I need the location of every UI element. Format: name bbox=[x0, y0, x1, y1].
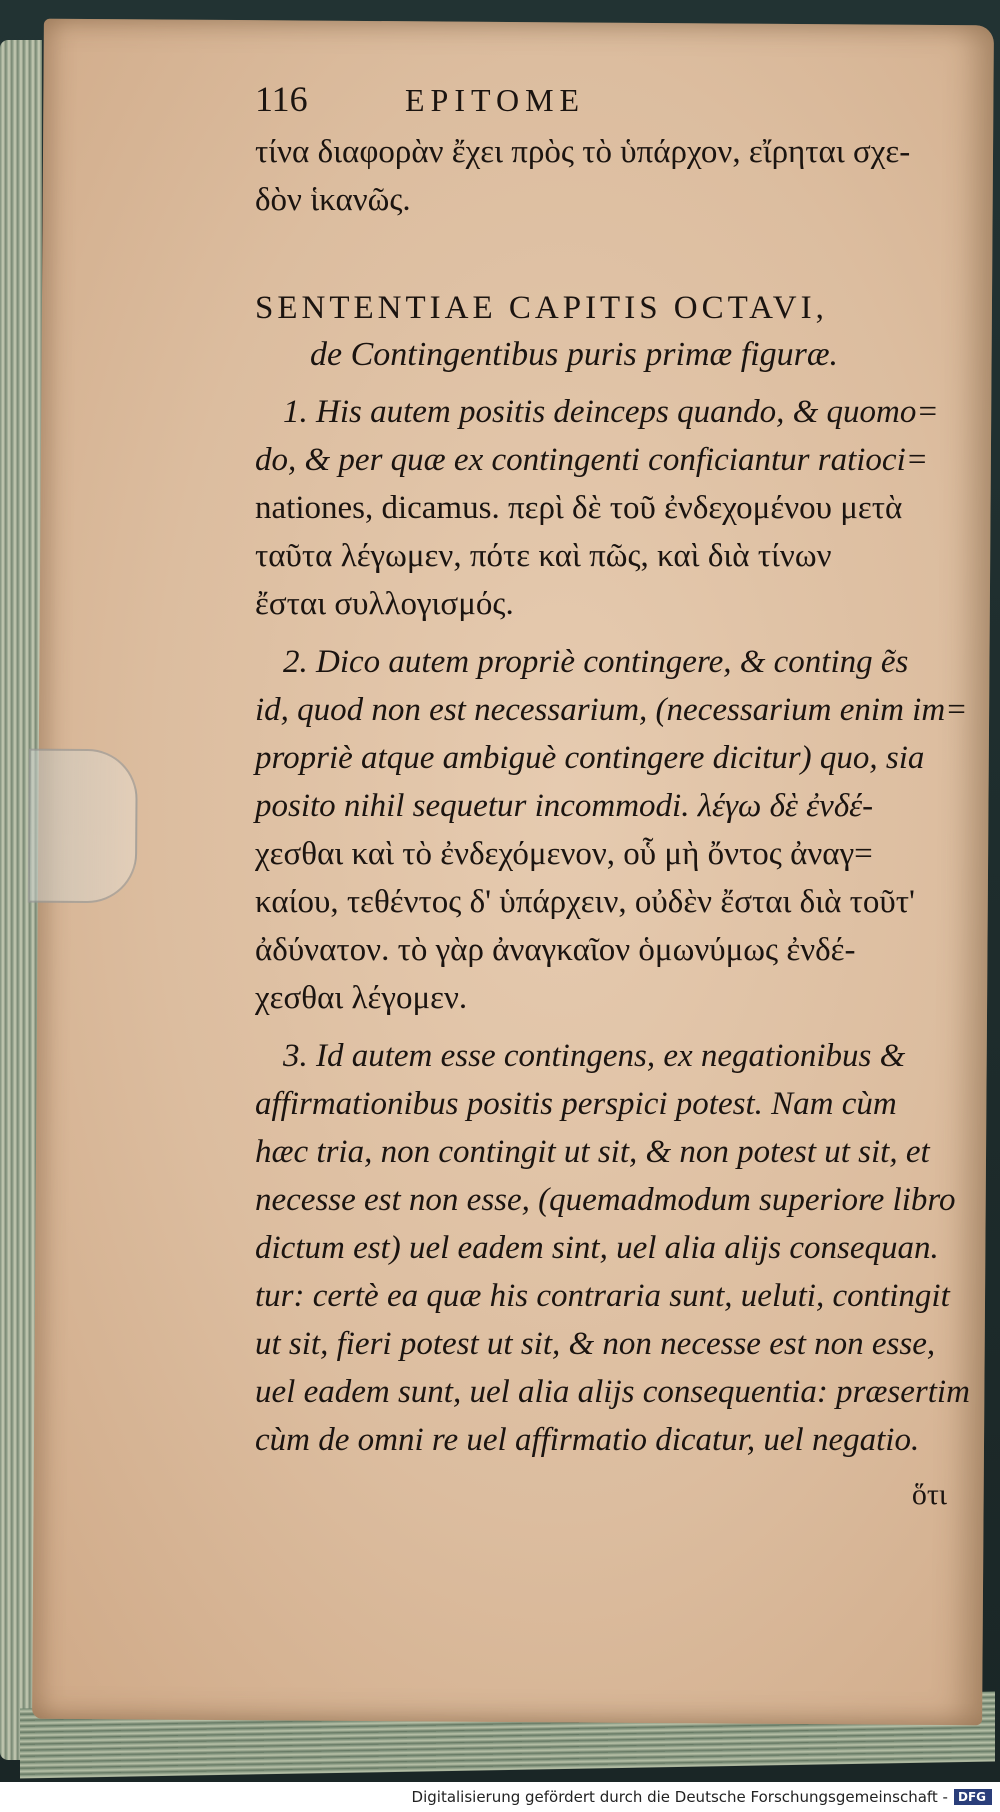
text-line: propriè atque ambiguè contingere dicitur) quo, sia bbox=[255, 740, 925, 776]
running-title: EPITOME bbox=[405, 82, 586, 118]
catchword: ὅτι bbox=[911, 1478, 947, 1511]
text-line: hæc tria, non contingit ut sit, & non potest ut sit, et bbox=[255, 1134, 930, 1170]
paragraph-1 bbox=[255, 388, 955, 628]
text-line: cùm de omni re uel affirmatio dicatur, uel negatio. bbox=[255, 1422, 920, 1458]
dfg-logo-icon: DFG bbox=[954, 1789, 992, 1805]
paragraph-3 bbox=[255, 1032, 970, 1464]
text-line: tur: certè ea quæ his contraria sunt, ueluti, contingit bbox=[255, 1278, 950, 1314]
text-line: χεσθαι λέγομεν. bbox=[255, 980, 468, 1016]
page-header bbox=[255, 78, 955, 128]
text-line: 3. Id autem esse contingens, ex negationibus & bbox=[283, 1038, 906, 1074]
text-line: ταῦτα λέγωμεν, πότε καὶ πῶς, καὶ διὰ τίνων bbox=[255, 538, 832, 574]
text-line: ἔσται συλλογισμός. bbox=[255, 586, 514, 622]
text-line: do, & per quæ ex contingenti conficiantur ratioci= bbox=[255, 442, 929, 478]
text-line: nationes, dicamus. περὶ δὲ τοῦ ἐνδεχομένου μετὰ bbox=[255, 490, 903, 526]
text-line: ἀδύνατον. τὸ γὰρ ἀναγκαῖον ὁμωνύμως ἐνδέ- bbox=[255, 932, 856, 968]
page-text bbox=[255, 78, 970, 1512]
text-line: dictum est) uel eadem sint, uel alia alijs consequan. bbox=[255, 1230, 939, 1266]
text-line: τίνα διαφορὰν ἔχει πρὸς τὸ ὑπάρχον, εἴρηται σχε- bbox=[255, 134, 911, 170]
footer-credit: Digitalisierung gefördert durch die Deutsche Forschungsgemeinschaft - bbox=[411, 1788, 948, 1806]
section-heading: SENTENTIAE CAPITIS OCTAVI, bbox=[255, 290, 828, 326]
text-line: posito nihil sequetur incommodi. λέγω δὲ ἐνδέ- bbox=[255, 788, 874, 824]
text-line: δὸν ἱκανῶς. bbox=[255, 182, 411, 218]
text-line: καίου, τεθέντος δ' ὑπάρχειν, οὐδὲν ἔσται διὰ τοῦτ' bbox=[255, 884, 915, 920]
text-line: 2. Dico autem propriè contingere, & conting ẽs bbox=[283, 644, 909, 680]
page-number: 116 bbox=[255, 79, 308, 119]
text-line: χεσθαι καὶ τὸ ἐνδεχόμενον, οὗ μὴ ὄντος ἀναγ= bbox=[255, 836, 873, 872]
section-subheading: de Contingentibus puris primæ figuræ. bbox=[310, 336, 838, 373]
text-line: uel eadem sunt, uel alia alijs consequentia: præsertim bbox=[255, 1374, 970, 1410]
text-line: affirmationibus positis perspici potest. Nam cùm bbox=[255, 1086, 897, 1122]
paragraph-2 bbox=[255, 638, 968, 1022]
digitization-footer bbox=[0, 1782, 1000, 1812]
page-clip bbox=[28, 749, 138, 904]
text-line: ut sit, fieri potest ut sit, & non necesse est non esse, bbox=[255, 1326, 936, 1362]
text-line: necesse est non esse, (quemadmodum superiore libro bbox=[255, 1182, 956, 1218]
text-line: id, quod non est necessarium, (necessarium enim im= bbox=[255, 692, 968, 728]
text-line: 1. His autem positis deinceps quando, & quomo= bbox=[283, 394, 939, 430]
